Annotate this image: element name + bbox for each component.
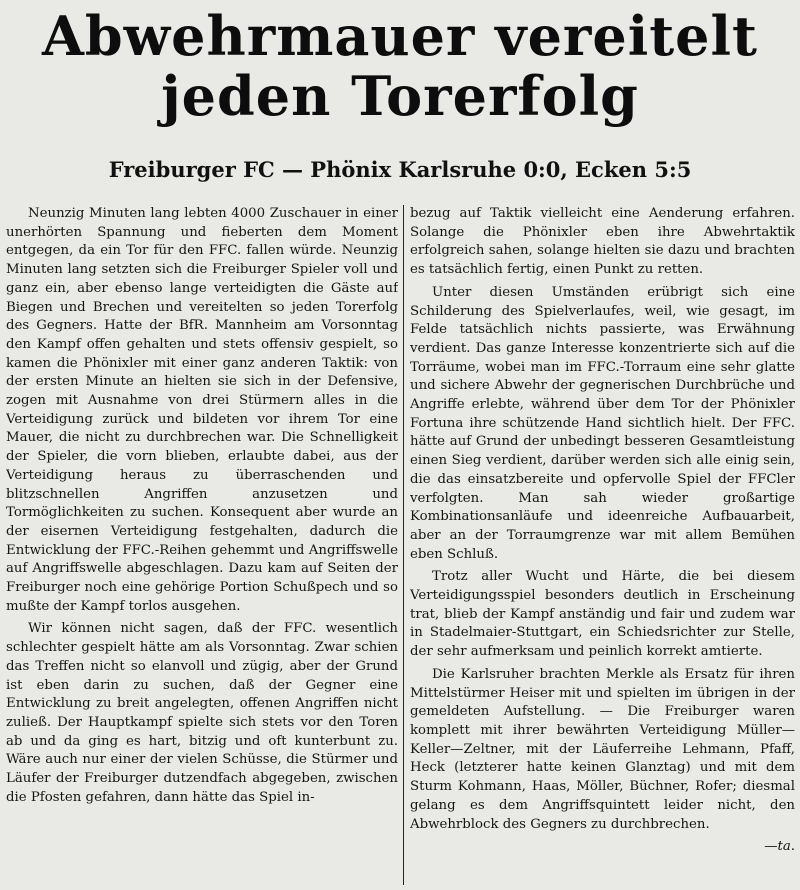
right-column <box>410 205 795 887</box>
headline <box>0 6 800 126</box>
paragraph: Die Karlsruher brachten Merkle als Ersatz für ihren Mittelstürmer Heiser mit und spielten im übrigen in der gemeldeten Aufstellung. — Die Freiburger waren komplett mit ihrer bewährten Verteidigung Müller—Keller—Zeltner, mit der Läuferreihe Lehmann, Pfaff, Heck (letzterer hatte keinen Glanztag) und mit dem Sturm Kohmann, Haas, Möller, Büchner, Rofer; diesmal gelang es dem Angriffsquintett leider nicht, den Abwehrblock des Gegners zu durchbrechen. <box>410 666 795 832</box>
paragraph: Unter diesen Umständen erübrigt sich eine Schilderung des Spielverlaufes, weil, wie gesagt, im Felde tatsächlich nichts passierte, was Erwähnung verdient. Das ganze Interesse konzentrierte sich auf die Torräume, wobei man im FFC.-Torraum eine sehr glatte und sichere Abwehr der gegnerischen Durchbrüche und Angriffe erlebte, während über dem Tor der Phönixler Fortuna ihre schützende Hand sichtlich hielt. Der FFC. hätte auf Grund der unbedingt besseren Gesamtleistung einen Sieg verdient, darüber werden sich alle einig sein, die das einsatzbereite und opfervolle Spiel der FFCler verfolgten. Man sah wieder großartige Kombinationsanläufe und ideenreiche Aufbauarbeit, aber an der Torraumgrenze war mit allem Bemühen eben Schluß. <box>410 284 795 562</box>
headline-line-2: jeden Torerfolg <box>161 64 639 128</box>
paragraph: bezug auf Taktik vielleicht eine Aenderung erfahren. Solange die Phönixler eben ihre Abwehrtaktik erfolgreich sahen, solange hielten sie dazu und brachten es tatsächlich fertig, einen Punkt zu retten. <box>410 206 795 278</box>
left-column <box>6 205 398 887</box>
column-divider <box>403 205 404 885</box>
match-result-subheadline: Freiburger FC — Phönix Karlsruhe 0:0, Ecken 5:5 <box>108 157 692 182</box>
headline-line-1: Abwehrmauer vereitelt <box>41 4 758 68</box>
paragraph: Trotz aller Wucht und Härte, die bei diesem Verteidigungsspiel besonders deutlich in Erscheinung trat, blieb der Kampf anständig und fair und zudem war in Stadelmaier-Stuttgart, ein Schiedsrichter zur Stelle, der sehr aufmerksam und peinlich korrekt amtierte. <box>410 569 795 660</box>
paragraph: Wir können nicht sagen, daß der FFC. wesentlich schlechter gespielt hätte am als Vorsonntag. Zwar schien das Treffen nicht so elanvoll und zügig, aber der Grund ist eben darin zu suchen, daß der Gegner eine Entwicklung zu breit angelegten, offenen Angriffen nicht zuließ. Der Hauptkampf spielte sich stets vor den Toren ab und da ging es hart, bitzig und oft kunterbunt zu. Wäre auch nur einer der vielen Schüsse, die Stürmer und Läufer der Freiburger dutzendfach abgegeben, zwischen die Pfosten gefahren, dann hätte das Spiel in- <box>6 621 398 805</box>
author-signature: —ta. <box>764 839 795 855</box>
paragraph: Neunzig Minuten lang lebten 4000 Zuschauer in einer unerhörten Spannung und fieberten dem Moment entgegen, da ein Tor für den FFC. fallen würde. Neunzig Minuten lang setzten sich die Freiburger Spieler voll und ganz ein, aber ebenso lange verteidigten die Gäste auf Biegen und Brechen und vereitelten so jeden Torerfolg des Gegners. Hatte der BfR. Mannheim am Vorsonntag den Kampf offen gehalten und stets offensiv gespielt, so kamen die Phönixler mit einer ganz anderen Taktik: von der ersten Minute an hielten sie sich in der Defensive, zogen mit Ausnahme von drei Stürmern alles in die Verteidigung zurück und bildeten vor ihrem Tor eine Mauer, die nicht zu durchbrechen war. Die Schnelligkeit der Spieler, die vorn blieben, erlaubte dabei, aus der Verteidigung heraus zu überraschenden und blitzschnellen Angriffen anzusetzen und Tormöglichkeiten zu suchen. Konsequent aber wurde an der eisernen Verteidigung festgehalten, dadurch die Entwicklung der FFC.-Reihen gehemmt und Angriffswelle auf Angriffswelle abgeschlagen. Dazu kam auf Seiten der Freiburger noch eine gehörige Portion Schußpech und so mußte der Kampf torlos ausgehen. <box>6 206 398 614</box>
